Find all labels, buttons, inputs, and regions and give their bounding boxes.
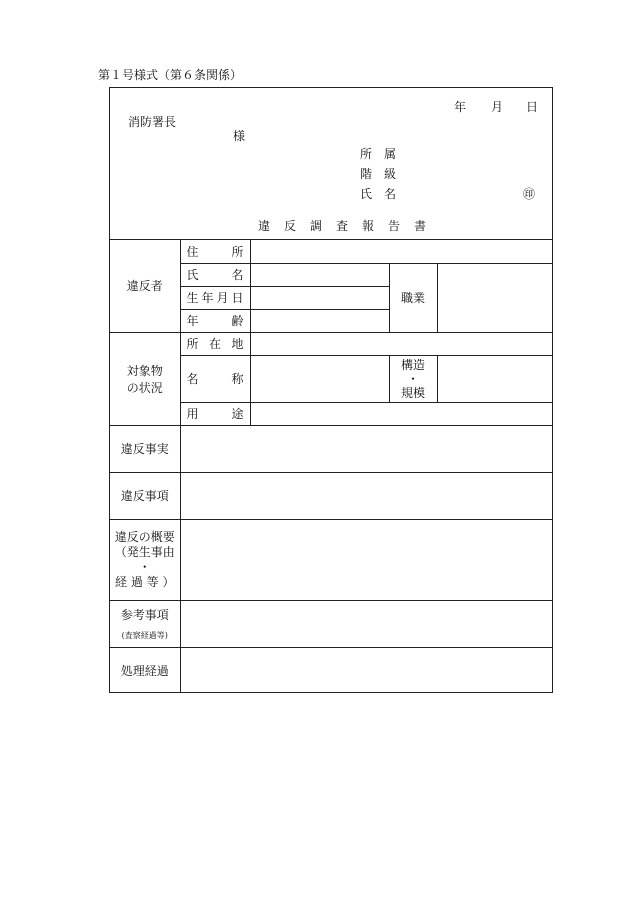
location-label: 所在地 [180, 332, 250, 355]
seal-mark: ㊞ [523, 187, 536, 201]
location-field[interactable] [250, 332, 552, 355]
reference-field[interactable] [180, 600, 552, 647]
violator-name-label: 氏 名 [180, 263, 250, 286]
structure-scale-label: 構造 ・ 規模 [389, 355, 437, 402]
structure-scale-field[interactable] [437, 355, 552, 402]
honorific-label: 様 [233, 129, 246, 143]
overview-field[interactable] [180, 519, 552, 600]
occupation-label: 職業 [389, 263, 437, 332]
form-number-title: 第１号様式（第６条関係） [98, 68, 243, 82]
date-month-label: 月 [491, 100, 504, 114]
process-field[interactable] [180, 647, 552, 693]
address-field[interactable] [250, 240, 552, 263]
violation-items-field[interactable] [180, 472, 552, 519]
violator-name-field[interactable] [250, 263, 389, 286]
violator-section-label: 違反者 [110, 240, 180, 332]
report-table [110, 240, 552, 693]
dob-field[interactable] [250, 286, 389, 309]
date-year-label: 年 [454, 100, 467, 114]
violation-items-label: 違反事項 [110, 472, 180, 519]
violation-facts-field[interactable] [180, 425, 552, 472]
violation-facts-label: 違反事実 [110, 425, 180, 472]
target-section-label: 対象物 の状況 [110, 332, 180, 425]
reference-label: 参考事項 (査察経過等) [110, 600, 180, 647]
occupation-field[interactable] [437, 263, 552, 332]
addressee-label: 消防署長 [128, 115, 177, 129]
reporter-name-label: 氏 名 [360, 187, 397, 201]
affiliation-label: 所 属 [360, 147, 397, 161]
address-label: 住 所 [180, 240, 250, 263]
reference-sub-label: (査察経過等) [121, 631, 168, 640]
use-field[interactable] [250, 402, 552, 425]
rank-label: 階 級 [360, 167, 397, 181]
use-label: 用 途 [180, 402, 250, 425]
age-label: 年 齢 [180, 309, 250, 332]
form-header [110, 88, 552, 240]
document-title: 違反調査報告書 [258, 219, 441, 233]
overview-label: 違反の概要 （発生事由 ・ 経 過 等 ） [110, 519, 180, 600]
dob-label: 生年月日 [180, 286, 250, 309]
date-day-label: 日 [526, 100, 539, 114]
age-field[interactable] [250, 309, 389, 332]
process-label: 処理経過 [110, 647, 180, 693]
report-form [109, 87, 553, 693]
building-name-field[interactable] [250, 355, 389, 402]
building-name-label: 名 称 [180, 355, 250, 402]
